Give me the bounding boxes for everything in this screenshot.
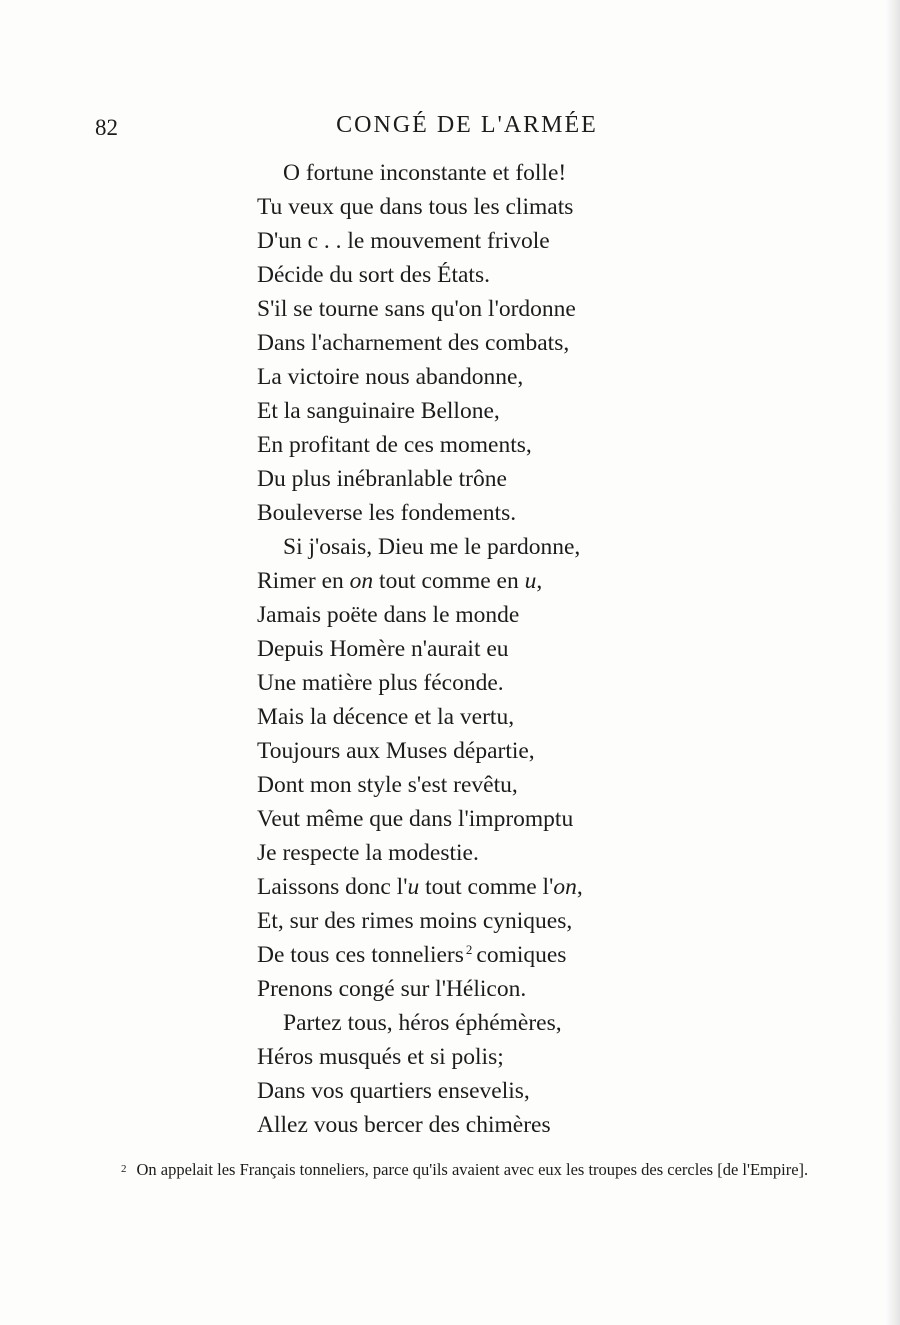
verse-line: Et la sanguinaire Bellone, <box>257 398 500 424</box>
poem <box>257 156 677 1142</box>
verse-line: Dans vos quartiers ensevelis, <box>257 1078 530 1104</box>
verse-line: Allez vous bercer des chimères <box>257 1112 551 1138</box>
verse-text: tout comme en <box>373 568 525 594</box>
verse-text: Laissons donc l' <box>257 874 408 900</box>
italic-word: u <box>407 874 420 900</box>
verse-line: D'un c . . le mouvement frivole <box>257 228 550 254</box>
verse-line <box>257 564 677 598</box>
verse-line: En profitant de ces moments, <box>257 432 532 458</box>
verse-line: Une matière plus féconde. <box>257 670 504 696</box>
verse-line: Dont mon style s'est revêtu, <box>257 772 518 798</box>
verse-line: Depuis Homère n'aurait eu <box>257 636 509 662</box>
verse-text: tout comme l' <box>419 874 554 900</box>
verse-line: La victoire nous abandonne, <box>257 364 524 390</box>
verse-line: Mais la décence et la vertu, <box>257 704 515 730</box>
verse-text: , <box>536 568 543 594</box>
verse-line: O fortune inconstante et folle! <box>283 160 567 186</box>
verse-line <box>257 870 677 904</box>
verse-line: Toujours aux Muses départie, <box>257 738 535 764</box>
verse-line: S'il se tourne sans qu'on l'ordonne <box>257 296 576 322</box>
verse-line: Prenons congé sur l'Hélicon. <box>257 976 527 1002</box>
verse-line: Jamais poëte dans le monde <box>257 602 520 628</box>
verse-text: , <box>576 874 583 900</box>
footnote <box>95 1156 847 1183</box>
italic-word: on <box>349 568 374 594</box>
running-head: CONGÉ DE L'ARMÉE <box>336 112 598 138</box>
verse-line: Tu veux que dans tous les climats <box>257 194 574 220</box>
verse-line: Et, sur des rimes moins cyniques, <box>257 908 573 934</box>
verse-text: comiques <box>476 942 567 968</box>
page-number: 82 <box>95 115 118 140</box>
verse-line: Je respecte la modestie. <box>257 840 479 866</box>
verse-text: Rimer en <box>257 568 350 594</box>
verse-line: Héros musqués et si polis; <box>257 1044 504 1070</box>
footnote-reference: 2 <box>465 942 473 957</box>
verse-line: Veut même que dans l'impromptu <box>257 806 574 832</box>
verse-line: Bouleverse les fondements. <box>257 500 517 526</box>
verse-line: Du plus inébranlable trône <box>257 466 507 492</box>
footnote-number: 2 <box>121 1163 127 1175</box>
verse-line: Dans l'acharnement des combats, <box>257 330 570 356</box>
page-edge-shadow <box>886 0 900 1325</box>
verse-line <box>257 938 677 972</box>
verse-line: Si j'osais, Dieu me le pardonne, <box>283 534 581 560</box>
italic-word: on <box>553 874 577 900</box>
verse-line: Partez tous, héros éphémères, <box>283 1010 562 1036</box>
verse-line: Décide du sort des États. <box>257 262 490 288</box>
italic-word: u <box>524 568 537 594</box>
verse-text: De tous ces tonneliers <box>257 942 464 968</box>
footnote-text: On appelait les Français tonneliers, parce qu'ils avaient avec eux les troupes des cercles [de l'Empire]. <box>136 1160 809 1179</box>
